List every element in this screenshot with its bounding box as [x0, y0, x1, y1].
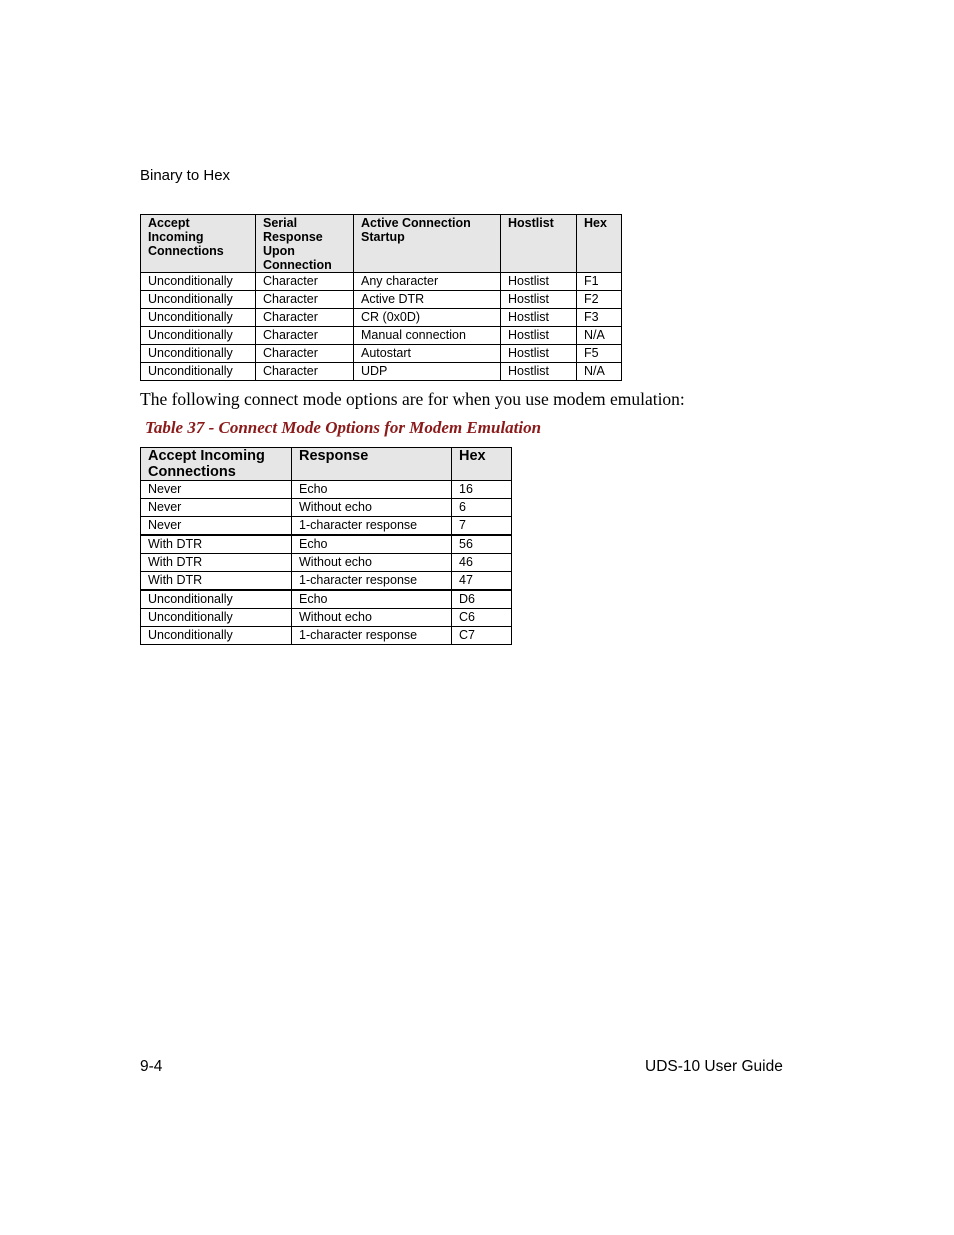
table-cell: Hostlist [501, 309, 577, 327]
table-cell: Character [256, 291, 354, 309]
table-row [141, 590, 512, 609]
table-row [141, 517, 512, 536]
table-cell: Unconditionally [141, 291, 256, 309]
table-cell: 56 [452, 535, 512, 554]
table-cell: Hostlist [501, 273, 577, 291]
table-cell: C7 [452, 627, 512, 645]
table-cell: Never [141, 517, 292, 536]
table-cell: Echo [292, 481, 452, 499]
page-number: 9-4 [140, 1058, 163, 1075]
table-cell: Hostlist [501, 327, 577, 345]
table-cell: C6 [452, 609, 512, 627]
table-caption: Table 37 - Connect Mode Options for Modem Emulation [145, 418, 542, 437]
table-cell: Unconditionally [141, 363, 256, 381]
table-cell: Hostlist [501, 363, 577, 381]
table-row [141, 363, 622, 381]
table-row [141, 499, 512, 517]
binary-to-hex-table [140, 214, 622, 381]
table-row [141, 309, 622, 327]
table-row [141, 273, 622, 291]
column-header: Hostlist [501, 215, 577, 273]
table-cell: Unconditionally [141, 273, 256, 291]
table-cell: Echo [292, 535, 452, 554]
table-row [141, 572, 512, 591]
table-cell: 6 [452, 499, 512, 517]
table-cell: Echo [292, 590, 452, 609]
table-cell: Unconditionally [141, 309, 256, 327]
table-cell: 7 [452, 517, 512, 536]
column-header: Active Connection Startup [354, 215, 501, 273]
table-header-row [141, 448, 512, 481]
table-row [141, 345, 622, 363]
table-cell: UDP [354, 363, 501, 381]
table-cell: 1-character response [292, 517, 452, 536]
table-cell: F2 [577, 291, 622, 309]
table-row [141, 627, 512, 645]
table-cell: Never [141, 499, 292, 517]
table-cell: Unconditionally [141, 609, 292, 627]
table-cell: Hostlist [501, 291, 577, 309]
table-cell: D6 [452, 590, 512, 609]
table-cell: 46 [452, 554, 512, 572]
table-cell: Never [141, 481, 292, 499]
column-header: Accept Incoming Connections [141, 448, 292, 481]
table-cell: F5 [577, 345, 622, 363]
column-header: Serial Response Upon Connection [256, 215, 354, 273]
table-cell: 47 [452, 572, 512, 591]
column-header: Hex [452, 448, 512, 481]
table-cell: F1 [577, 273, 622, 291]
table-cell: Active DTR [354, 291, 501, 309]
table-cell: Any character [354, 273, 501, 291]
table-cell: With DTR [141, 572, 292, 591]
table-cell: Unconditionally [141, 327, 256, 345]
table-cell: Unconditionally [141, 590, 292, 609]
table-cell: Manual connection [354, 327, 501, 345]
table-cell: N/A [577, 363, 622, 381]
table-cell: 1-character response [292, 572, 452, 591]
table-header-row [141, 215, 622, 273]
table-row [141, 554, 512, 572]
column-header: Response [292, 448, 452, 481]
table-cell: F3 [577, 309, 622, 327]
table-row [141, 327, 622, 345]
column-header: Accept Incoming Connections [141, 215, 256, 273]
table-cell: With DTR [141, 554, 292, 572]
table-cell: Character [256, 345, 354, 363]
table-cell: Character [256, 309, 354, 327]
table-cell: Character [256, 273, 354, 291]
table-cell: Autostart [354, 345, 501, 363]
table-cell: 16 [452, 481, 512, 499]
table-cell: Hostlist [501, 345, 577, 363]
table-row [141, 609, 512, 627]
body-paragraph: The following connect mode options are for when you use modem emulation: [140, 389, 685, 409]
table-cell: Unconditionally [141, 627, 292, 645]
table-cell: Without echo [292, 499, 452, 517]
table-cell: Without echo [292, 609, 452, 627]
table-cell: CR (0x0D) [354, 309, 501, 327]
table-cell: N/A [577, 327, 622, 345]
table-cell: With DTR [141, 535, 292, 554]
section-title: Binary to Hex [140, 167, 231, 184]
table-cell: Character [256, 363, 354, 381]
table-cell: Character [256, 327, 354, 345]
table-row [141, 535, 512, 554]
table-cell: Without echo [292, 554, 452, 572]
table-cell: Unconditionally [141, 345, 256, 363]
modem-emulation-table [140, 447, 512, 645]
table-row [141, 481, 512, 499]
column-header: Hex [577, 215, 622, 273]
guide-title: UDS-10 User Guide [645, 1058, 783, 1075]
table-row [141, 291, 622, 309]
table-cell: 1-character response [292, 627, 452, 645]
